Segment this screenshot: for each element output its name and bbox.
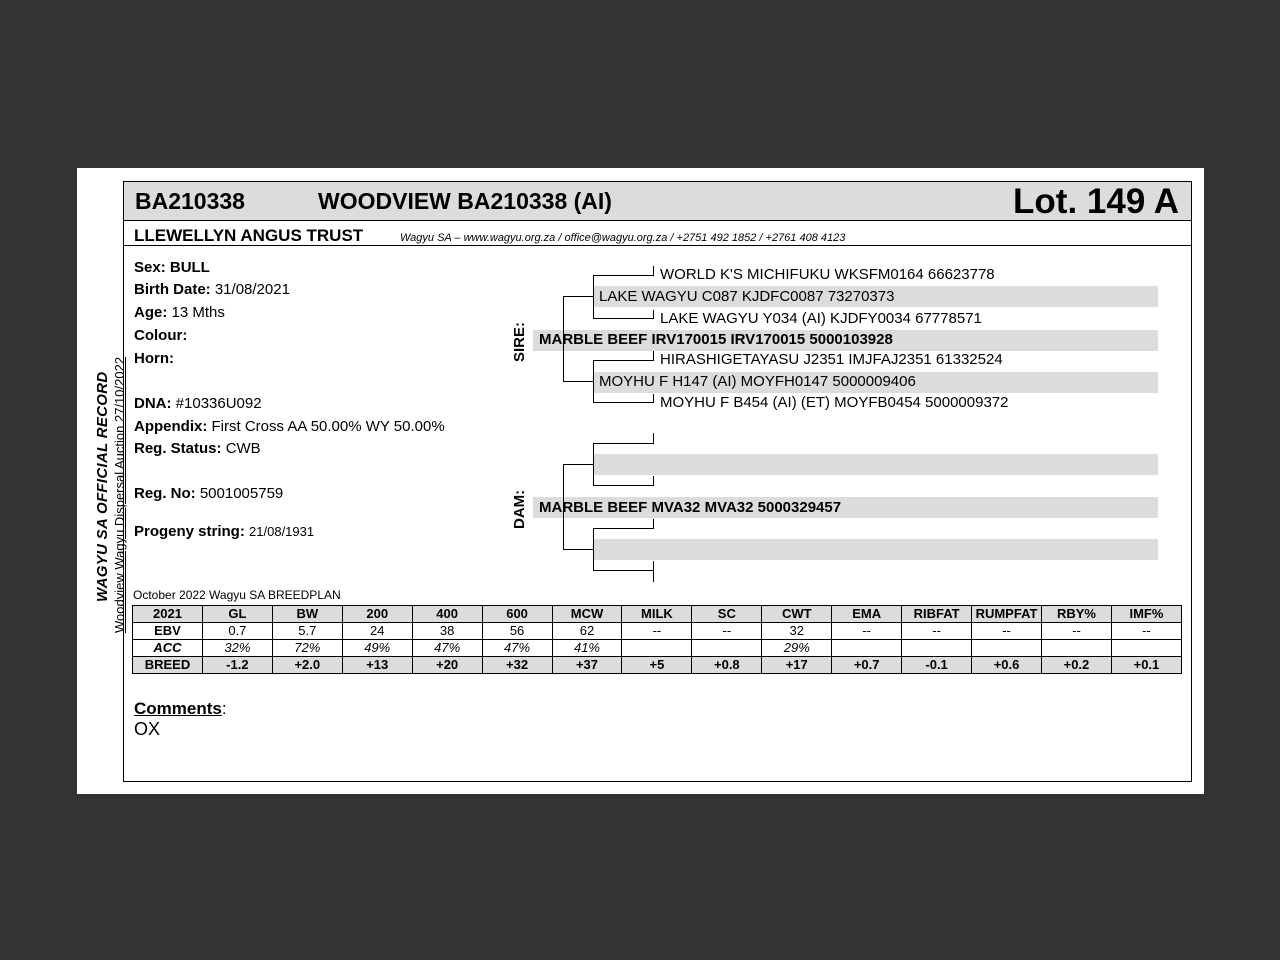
ebv-cell: +0.2: [1041, 657, 1111, 674]
dam-label: DAM:: [511, 489, 528, 529]
ped-line: [653, 519, 654, 529]
birth-date-value: 31/08/2021: [214, 281, 290, 298]
official-record-label: WAGYU SA OFFICIAL RECORD: [94, 371, 111, 602]
colour-row: [134, 327, 187, 344]
ebv-cell: EMA: [832, 606, 902, 623]
ebv-cell: --: [622, 623, 692, 640]
ebv-cell: 2021: [133, 606, 203, 623]
ped-line: [653, 266, 654, 276]
ebv-cell: 41%: [552, 640, 622, 657]
ebv-cell: --: [1041, 623, 1111, 640]
ebv-cell: EBV: [133, 623, 203, 640]
ebv-cell: +17: [762, 657, 832, 674]
ebv-cell: +32: [482, 657, 552, 674]
ped-line: [563, 381, 593, 382]
reg-status-label: Reg. Status:: [134, 440, 222, 457]
sire-dam: MOYHU F H147 (AI) MOYFH0147 5000009406: [599, 373, 916, 390]
ebv-cell: ACC: [133, 640, 203, 657]
animal-name: WOODVIEW BA210338 (AI): [318, 188, 612, 214]
ped-line: [593, 402, 653, 403]
dna-label: DNA:: [134, 395, 172, 412]
ebv-cell: --: [1111, 623, 1181, 640]
reg-no-label: Reg. No:: [134, 485, 196, 502]
header-divider: [124, 245, 1191, 246]
acc-row: [133, 640, 1182, 657]
ebv-cell: +0.1: [1111, 657, 1181, 674]
lot-number: Lot. 149 A: [1013, 182, 1179, 221]
ped-line: [593, 443, 594, 486]
ebv-cell: --: [692, 623, 762, 640]
ebv-cell: +0.8: [692, 657, 762, 674]
age-row: [134, 304, 225, 321]
progeny-value: 21/08/1931: [249, 524, 315, 539]
ebv-cell: +37: [552, 657, 622, 674]
ped-line: [593, 528, 653, 529]
ped-line: [593, 360, 594, 403]
ebv-table: [132, 605, 1182, 674]
horn-label: Horn:: [134, 350, 174, 367]
age-label: Age:: [134, 304, 168, 321]
ebv-cell: 49%: [342, 640, 412, 657]
reg-status-value: CWB: [225, 440, 261, 457]
sire-sire-sire: WORLD K'S MICHIFUKU WKSFM0164 66623778: [660, 266, 995, 283]
ebv-cell: --: [832, 623, 902, 640]
ebv-cell: CWT: [762, 606, 832, 623]
ebv-cell: [832, 640, 902, 657]
sex-label: Sex:: [134, 259, 166, 276]
ebv-cell: [622, 640, 692, 657]
ebv-cell: 5.7: [272, 623, 342, 640]
sex-value: BULL: [169, 259, 210, 276]
comments-text: OX: [134, 719, 161, 739]
ebv-cell: +2.0: [272, 657, 342, 674]
ebv-cell: MILK: [622, 606, 692, 623]
birth-date-row: [134, 281, 290, 298]
ebv-cell: RBY%: [1041, 606, 1111, 623]
band-dam-dam: [593, 539, 1158, 560]
ebv-cell: BW: [272, 606, 342, 623]
ped-line: [593, 275, 653, 276]
ebv-cell: RUMPFAT: [972, 606, 1042, 623]
sire-dam-dam: MOYHU F B454 (AI) (ET) MOYFB0454 5000009372: [660, 394, 1009, 411]
ped-line: [593, 443, 653, 444]
sire-label: SIRE:: [511, 321, 528, 362]
comments-label-row: [134, 699, 227, 719]
record-frame: [123, 181, 1192, 782]
reg-no-value: 5001005759: [199, 485, 284, 502]
owner-name: LLEWELLYN ANGUS TRUST: [134, 226, 364, 245]
ped-line: [653, 351, 654, 361]
ebv-cell: [692, 640, 762, 657]
reg-no-row: [134, 485, 283, 502]
ebv-cell: 38: [412, 623, 482, 640]
ped-line: [593, 528, 594, 571]
ebv-cell: SC: [692, 606, 762, 623]
ebv-cell: -1.2: [202, 657, 272, 674]
ped-line: [593, 360, 653, 361]
ebv-cell: IMF%: [1111, 606, 1181, 623]
dam-name: MARBLE BEEF MVA32 MVA32 5000329457: [539, 499, 842, 516]
ebv-cell: 32%: [202, 640, 272, 657]
ped-line: [653, 476, 654, 486]
age-value: 13 Mths: [171, 304, 225, 321]
ebv-cell: 47%: [412, 640, 482, 657]
appendix-value: First Cross AA 50.00% WY 50.00%: [211, 418, 445, 435]
ebv-cell: +5: [622, 657, 692, 674]
ebv-cell: --: [902, 623, 972, 640]
contact-line: Wagyu SA – www.wagyu.org.za / office@wagyu.org.za / +2751 492 1852 / +2761 408 4123: [400, 232, 846, 244]
ebv-cell: [1041, 640, 1111, 657]
header-bar: [124, 182, 1191, 221]
dna-row: [134, 395, 262, 412]
ebv-cell: --: [972, 623, 1042, 640]
ped-line: [593, 275, 594, 319]
ebv-cell: -0.1: [902, 657, 972, 674]
ebv-cell: 200: [342, 606, 412, 623]
ped-line: [563, 549, 593, 550]
ebv-cell: 400: [412, 606, 482, 623]
colour-label: Colour:: [134, 327, 188, 344]
ped-line: [563, 464, 593, 465]
ebv-cell: 600: [482, 606, 552, 623]
ped-line: [653, 310, 654, 319]
reg-status-row: [134, 440, 261, 457]
ped-line: [593, 318, 653, 319]
ebv-cell: 32: [762, 623, 832, 640]
progeny-label: Progeny string:: [134, 523, 245, 540]
appendix-label: Appendix:: [134, 418, 208, 435]
band-dam-sire: [593, 454, 1158, 475]
ebv-cell: GL: [202, 606, 272, 623]
ebv-cell: RIBFAT: [902, 606, 972, 623]
ped-line: [593, 570, 653, 571]
breed-row: [133, 657, 1182, 674]
auction-label: Woodview Wagyu Dispersal Auction 27/10/2022: [112, 356, 127, 633]
comments-colon: :: [221, 699, 227, 718]
sex-row: [134, 259, 210, 276]
ped-line: [653, 561, 654, 582]
ebv-row: [133, 623, 1182, 640]
breedplan-title: October 2022 Wagyu SA BREEDPLAN: [133, 588, 341, 602]
ebv-header-row: [133, 606, 1182, 623]
sire-name: MARBLE BEEF IRV170015 IRV170015 5000103928: [539, 331, 893, 348]
sire-dam-sire: HIRASHIGETAYASU J2351 IMJFAJ2351 61332524: [660, 351, 1003, 368]
ebv-cell: [1111, 640, 1181, 657]
appendix-row: [134, 418, 445, 435]
ped-line: [593, 485, 653, 486]
ebv-cell: [972, 640, 1042, 657]
ebv-cell: 0.7: [202, 623, 272, 640]
progeny-row: [134, 523, 314, 540]
ebv-cell: 72%: [272, 640, 342, 657]
ebv-cell: 24: [342, 623, 412, 640]
ebv-cell: BREED: [133, 657, 203, 674]
ebv-cell: MCW: [552, 606, 622, 623]
dna-value: #10336U092: [175, 395, 262, 412]
ebv-cell: +20: [412, 657, 482, 674]
horn-row: [134, 350, 174, 367]
animal-id: BA210338: [135, 188, 245, 214]
ebv-cell: +13: [342, 657, 412, 674]
comments-label: Comments: [134, 699, 222, 718]
birth-date-label: Birth Date:: [134, 281, 211, 298]
ebv-cell: +0.6: [972, 657, 1042, 674]
ebv-cell: 47%: [482, 640, 552, 657]
ebv-cell: 29%: [762, 640, 832, 657]
sire-sire: LAKE WAGYU C087 KJDFC0087 73270373: [599, 288, 895, 305]
ebv-cell: [902, 640, 972, 657]
ped-line: [653, 394, 654, 403]
ped-line: [653, 433, 654, 444]
ebv-cell: 56: [482, 623, 552, 640]
ped-line: [563, 296, 593, 297]
sire-sire-dam: LAKE WAGYU Y034 (AI) KJDFY0034 67778571: [660, 310, 982, 327]
ebv-cell: +0.7: [832, 657, 902, 674]
ebv-cell: 62: [552, 623, 622, 640]
